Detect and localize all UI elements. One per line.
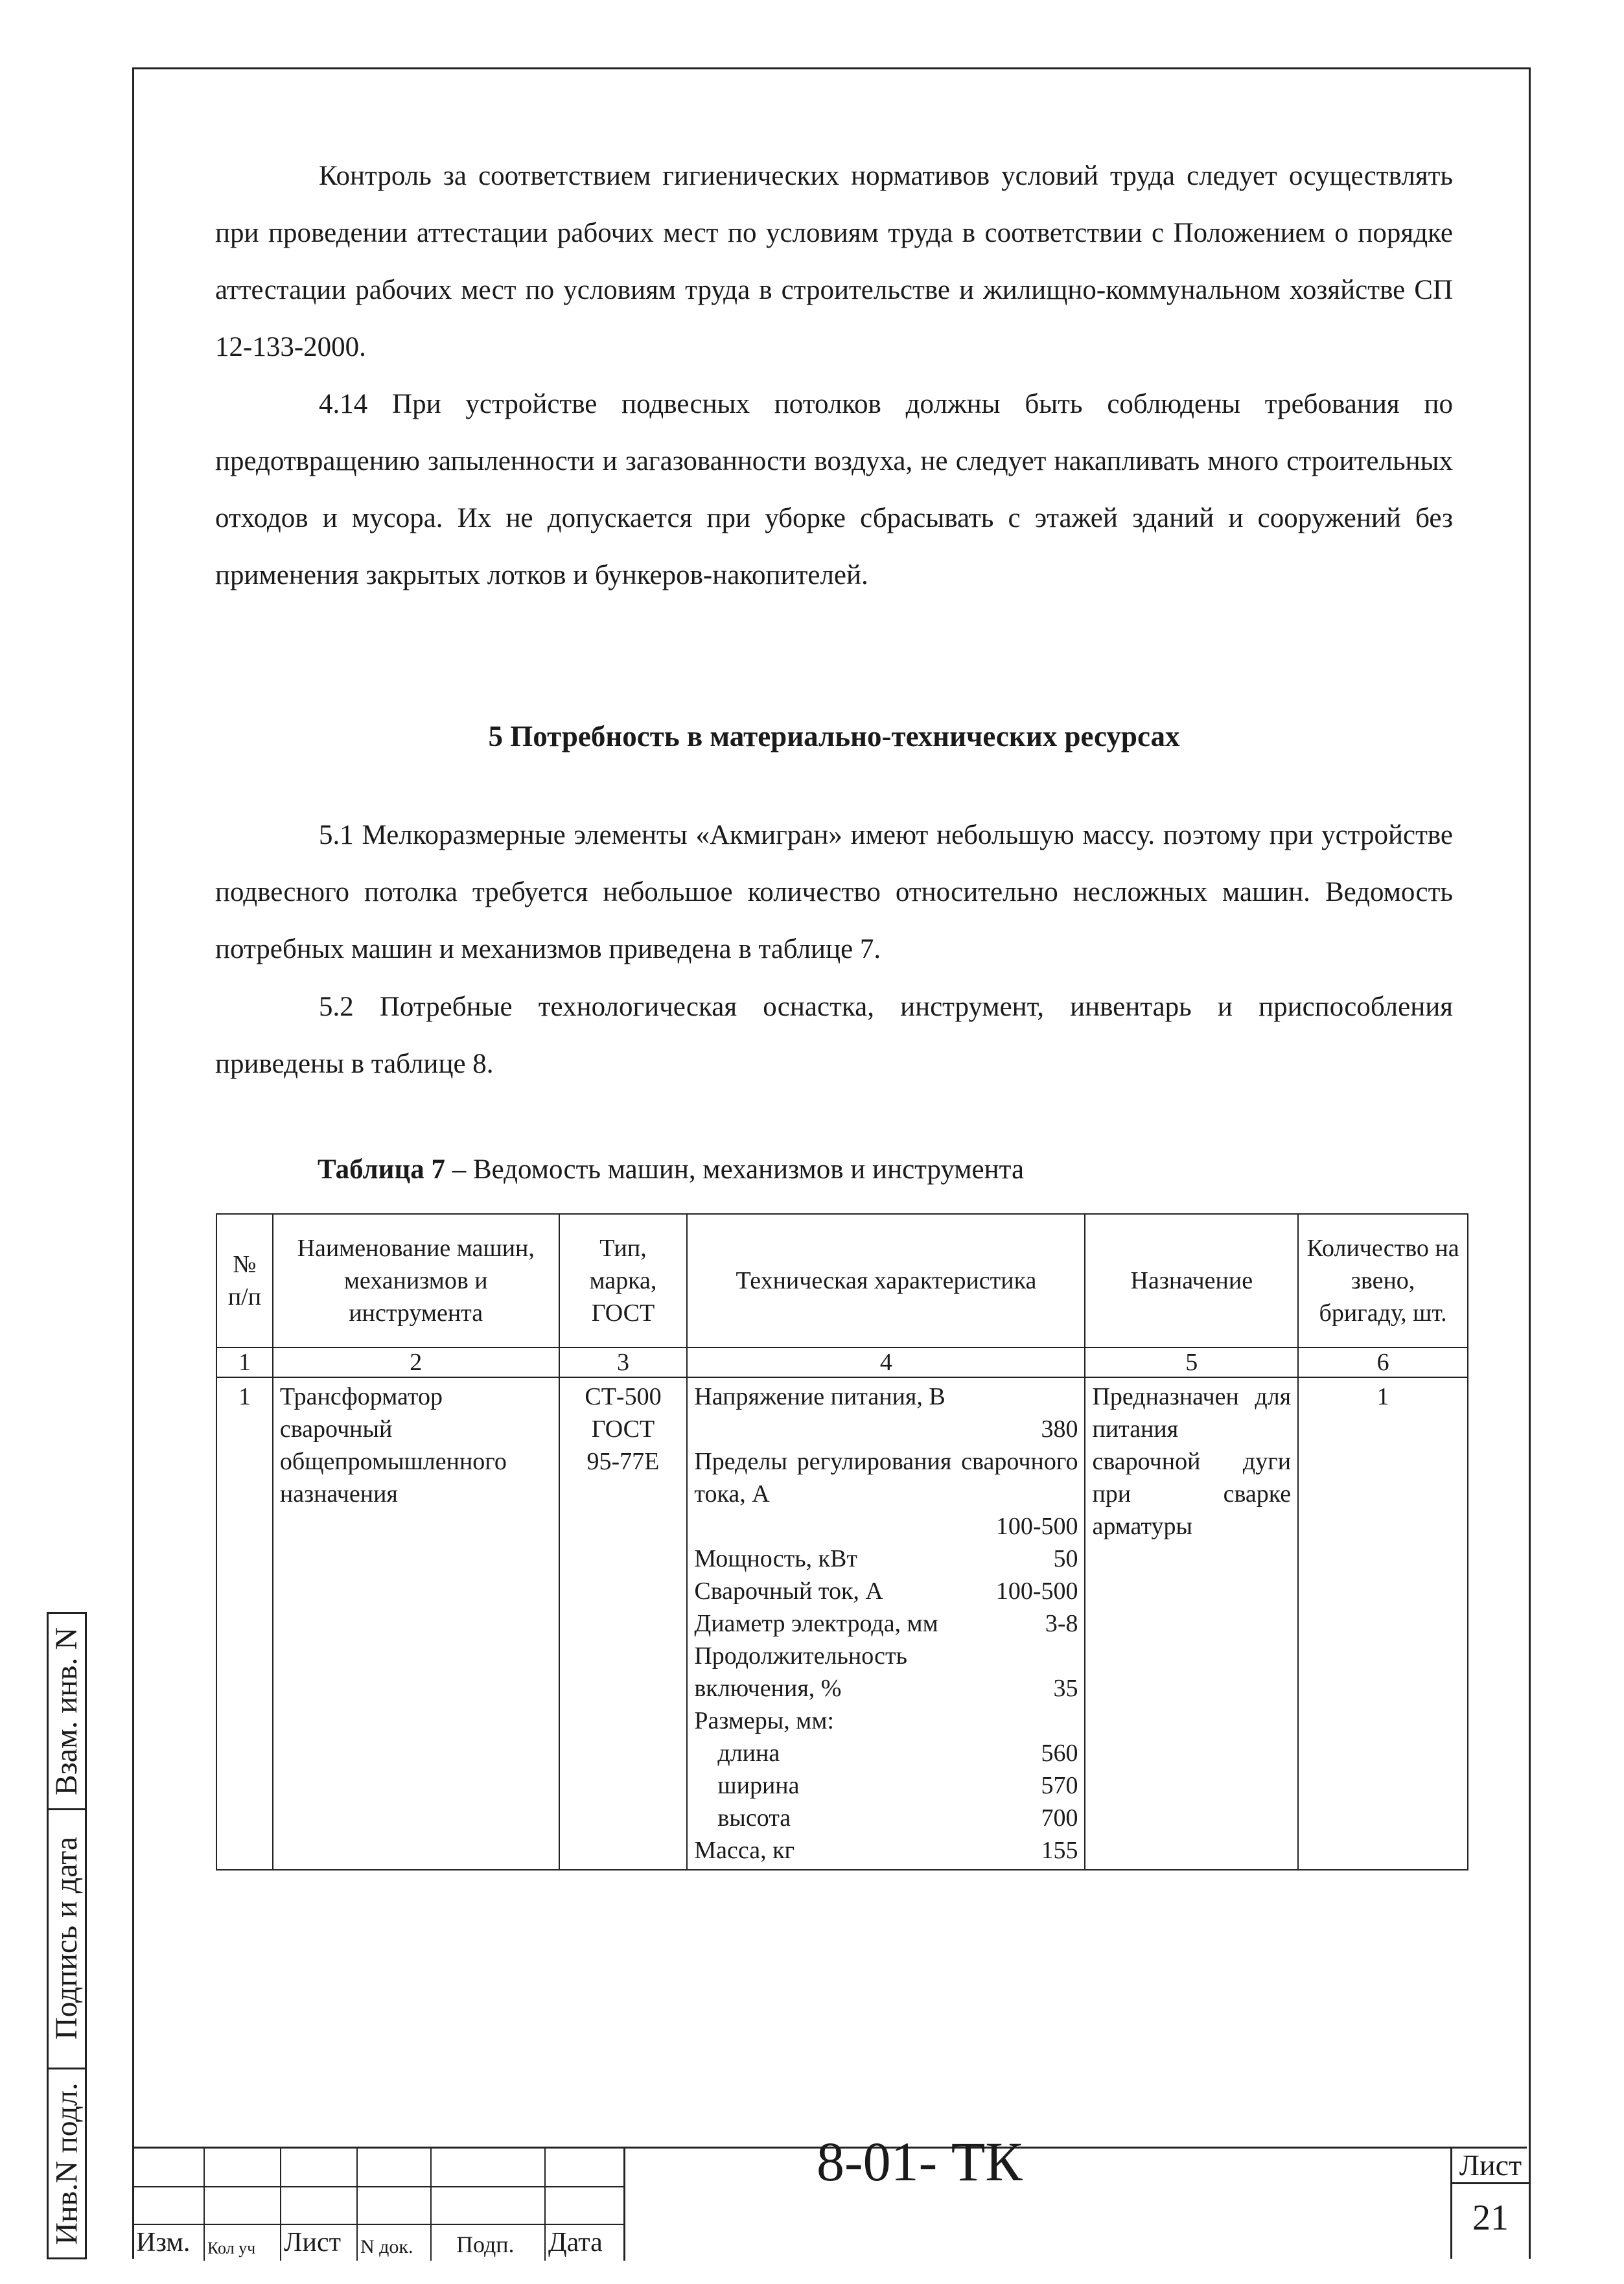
spec-length-label: длина xyxy=(717,1740,780,1767)
table-caption xyxy=(318,1154,1024,1185)
grid-line xyxy=(544,2149,546,2261)
spec-width xyxy=(694,1769,1078,1802)
title-block-col-list: Лист xyxy=(284,2228,341,2257)
sheet-number: 21 xyxy=(1472,2198,1509,2238)
spec-mass xyxy=(694,1834,1078,1867)
paragraph-hygiene-control: Контроль за соответствием гигиенических нормативов условий труда следует осуществлять при проведении аттестации рабочих мест по условиям труда в соответствии с Положением о порядке аттестации рабочих мест по условиям труда в строительстве и жилищно-коммунальном хозяйстве СП 12-133-2000. xyxy=(215,161,1453,362)
title-block-grid xyxy=(132,2149,625,2261)
side-stamp-replacement xyxy=(47,1612,87,1810)
sheet-box xyxy=(1450,2147,1529,2259)
spec-electrode xyxy=(694,1607,1078,1640)
spec-duty-label: Продолжительность включения, % xyxy=(694,1642,907,1702)
row-purpose: Предназначен для питания сварочной дуги при сварке арматуры xyxy=(1085,1377,1298,1870)
table-caption-number: Таблица 7 xyxy=(318,1154,445,1185)
row-type-gost: ГОСТ xyxy=(591,1416,655,1443)
spec-voltage-value: 380 xyxy=(1041,1416,1078,1443)
header-type: Тип, марка, ГОСТ xyxy=(559,1214,688,1347)
spec-power-label: Мощность, кВт xyxy=(694,1545,857,1572)
side-stamp-signature-label: Подпись и дата xyxy=(49,1836,84,2040)
col-num-3: 3 xyxy=(559,1347,688,1377)
spec-width-value: 570 xyxy=(1041,1772,1078,1799)
header-name: Наименование машин, механизмов и инструмента xyxy=(273,1214,559,1347)
row-type-model: СТ-500 xyxy=(585,1383,662,1410)
header-characteristics: Техническая характеристика xyxy=(687,1214,1085,1347)
col-num-4: 4 xyxy=(687,1347,1085,1377)
title-block-col-data: Дата xyxy=(548,2228,603,2257)
spec-electrode-value: 3-8 xyxy=(1045,1610,1078,1637)
col-num-6: 6 xyxy=(1298,1347,1468,1377)
spec-power-value: 50 xyxy=(1053,1545,1078,1572)
spec-length xyxy=(694,1737,1078,1769)
spec-voltage-label: Напряжение питания, В xyxy=(694,1383,945,1410)
col-num-5: 5 xyxy=(1085,1347,1298,1377)
side-stamp-replacement-label: Взам. инв. N xyxy=(49,1627,84,1795)
row-name: Трансформатор сварочный общепромышленного назначения xyxy=(273,1377,559,1870)
document-code: 8-01- ТК xyxy=(817,2130,1023,2193)
spec-current xyxy=(694,1575,1078,1607)
machines-table xyxy=(216,1213,1468,1870)
row-characteristics xyxy=(687,1377,1085,1870)
grid-line xyxy=(356,2149,358,2261)
grid-line xyxy=(430,2149,432,2261)
paragraph-4-14: 4.14 При устройстве подвесных потолков должны быть соблюдены требования по предотвращению запыленности и загазованности воздуха, не следует накапливать много строительных отходов и мусора. Их не допускается при уборке сбрасывать с этажей зданий и сооружений без применения закрытых лотков и бункеров-накопителей. xyxy=(215,389,1453,590)
title-block-col-ndok: N док. xyxy=(360,2236,413,2257)
table-row xyxy=(216,1377,1468,1870)
side-stamp-signature xyxy=(47,1808,87,2069)
section-heading: 5 Потребность в материально-технических ресурсах xyxy=(488,720,1180,752)
grid-line xyxy=(132,2186,623,2187)
side-stamp-inventory-label: Инв.N подл. xyxy=(49,2082,84,2245)
col-num-2: 2 xyxy=(273,1347,559,1377)
spec-mass-value: 155 xyxy=(1041,1837,1078,1864)
spec-dims-label: Размеры, мм: xyxy=(694,1707,834,1734)
spec-range-label: Пределы регулирования сварочного тока, А xyxy=(694,1448,1078,1508)
column-number-row xyxy=(216,1347,1468,1377)
spec-current-label: Сварочный ток, А xyxy=(694,1578,883,1605)
spec-height-value: 700 xyxy=(1041,1804,1078,1832)
row-type-standard: 95-77Е xyxy=(586,1448,660,1475)
side-stamp-inventory xyxy=(47,2069,87,2259)
sheet-label: Лист xyxy=(1452,2148,1529,2184)
row-number: 1 xyxy=(216,1377,273,1870)
spec-height xyxy=(694,1802,1078,1834)
spec-mass-label: Масса, кг xyxy=(694,1837,795,1864)
title-block-col-kol: Кол уч xyxy=(207,2239,256,2257)
spec-width-label: ширина xyxy=(717,1772,800,1799)
table-caption-title: – Ведомость машин, механизмов и инструмента xyxy=(445,1154,1025,1185)
spec-duty xyxy=(694,1640,1078,1705)
header-purpose: Назначение xyxy=(1085,1214,1298,1347)
paragraph-5-1: 5.1 Мелкоразмерные элементы «Акмигран» имеют небольшую массу. поэтому при устройстве подвесного потолка требуется небольшое количество относительно несложных машин. Ведомость потребных машин и механизмов приведена в таблице 7. xyxy=(215,820,1453,964)
spec-length-value: 560 xyxy=(1041,1740,1078,1767)
grid-line xyxy=(132,2224,623,2225)
spec-range-value: 100-500 xyxy=(995,1513,1078,1540)
grid-line xyxy=(280,2149,281,2261)
spec-duty-value: 35 xyxy=(1053,1675,1078,1702)
spec-height-label: высота xyxy=(717,1804,791,1832)
header-quantity: Количество на звено, бригаду, шт. xyxy=(1298,1214,1468,1347)
row-type xyxy=(559,1377,688,1870)
header-number: № п/п xyxy=(216,1214,273,1347)
spec-power xyxy=(694,1543,1078,1575)
paragraph-5-2: 5.2 Потребные технологическая оснастка, инструмент, инвентарь и приспособления приведены в таблице 8. xyxy=(215,992,1453,1079)
title-block-col-izm: Изм. xyxy=(136,2228,191,2257)
grid-line xyxy=(203,2149,205,2261)
col-num-1: 1 xyxy=(216,1347,273,1377)
title-block-col-podp: Подп. xyxy=(456,2232,515,2257)
table-header-row xyxy=(216,1214,1468,1347)
spec-current-value: 100-500 xyxy=(995,1578,1078,1605)
row-quantity: 1 xyxy=(1298,1377,1468,1870)
spec-electrode-label: Диаметр электрода, мм xyxy=(694,1610,938,1637)
